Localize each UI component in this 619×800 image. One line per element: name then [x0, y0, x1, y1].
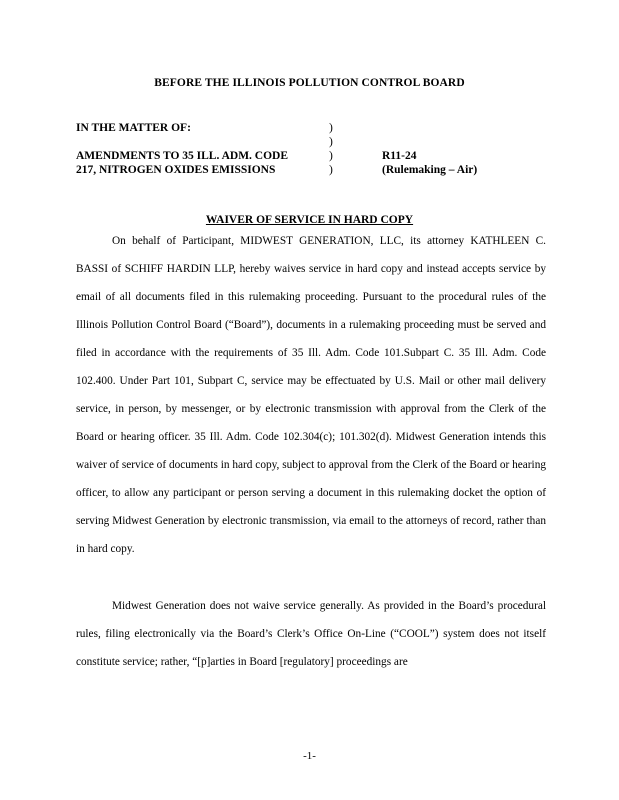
docket-info [382, 149, 582, 177]
paragraph-text: Midwest Generation does not waive service generally. As provided in the Board’s procedural rules, filing electronically via the Board’s Clerk’s Office On-Line (“COOL”) system does not itself constitute service; rather, “[p]arties in Board [regulatory] proceedings are [76, 600, 546, 668]
paren: ) [329, 122, 333, 134]
body-paragraph-1 [76, 227, 546, 563]
paren: ) [329, 136, 333, 148]
paren: ) [329, 164, 333, 176]
body-paragraph-2 [76, 592, 546, 676]
docket-number: R11-24 [382, 150, 417, 162]
caption-emissions-line: 217, NITROGEN OXIDES EMISSIONS [76, 164, 276, 176]
case-caption [76, 121, 326, 177]
page-number: -1- [303, 750, 316, 762]
caption-blank-line [76, 135, 326, 149]
caption-parentheses [329, 121, 339, 177]
paren: ) [329, 150, 333, 162]
caption-amendments-line: AMENDMENTS TO 35 ILL. ADM. CODE [76, 150, 289, 162]
paragraph-text: On behalf of Participant, MIDWEST GENERATION, LLC, its attorney KATHLEEN C. BASSI of SCHIFF HARDIN LLP, hereby waives service in hard copy and instead accepts service by email of all documents filed in this rulemaking proceeding. Pursuant to the procedural rules of the Illinois Pollution Control Board (“Board”), documents in a rulemaking proceeding must be served and filed in accordance with the requirements of 35 Ill. Adm. Code 101.Subpart C. 35 Ill. Adm. Code 102.400. Under Part 101, Subpart C, service may be effectuated by U.S. Mail or other mail delivery service, in person, by messenger, or by electronic transmission with approval from the Clerk of the Board or hearing officer. 35 Ill. Adm. Code 102.304(c); 101.302(d). Midwest Generation intends this waiver of service of documents in hard copy, subject to approval from the Clerk of the Board or hearing officer, to allow any participant or person serving a document in this rulemaking docket the option of serving Midwest Generation by electronic transmission, via email to the attorneys of record, rather than in hard copy. [76, 235, 546, 555]
document-title: WAIVER OF SERVICE IN HARD COPY [205, 214, 414, 226]
board-heading: BEFORE THE ILLINOIS POLLUTION CONTROL BOARD [154, 77, 465, 89]
docket-type: (Rulemaking – Air) [382, 164, 478, 176]
caption-matter-line: IN THE MATTER OF: [76, 122, 191, 134]
